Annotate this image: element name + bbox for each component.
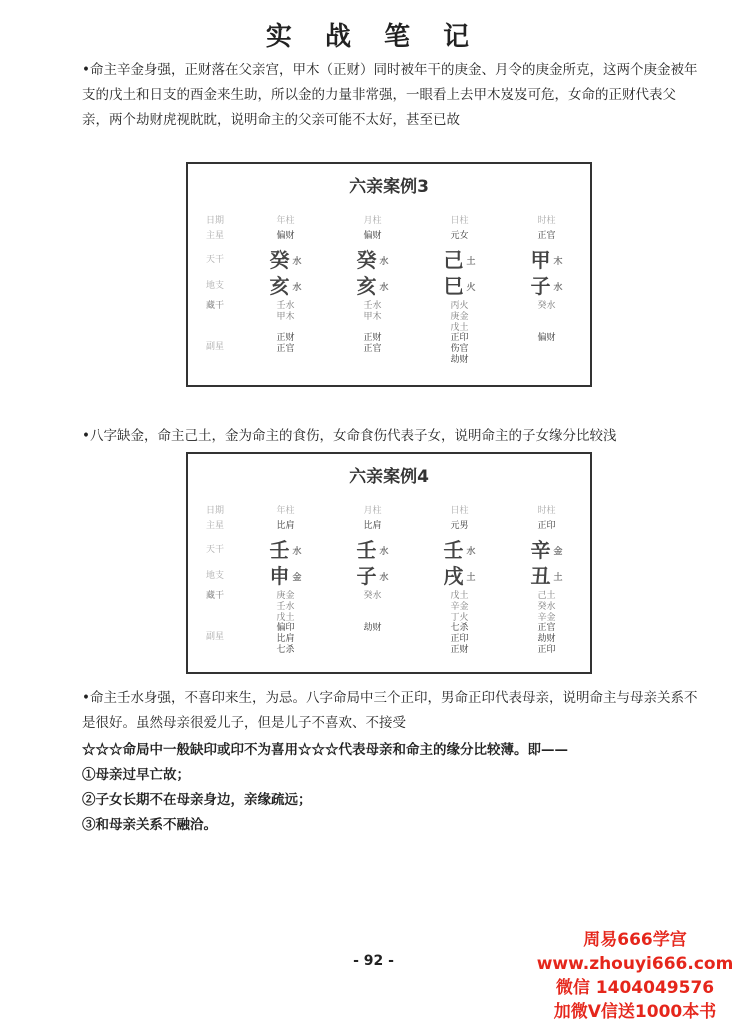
branch-cell: [416, 273, 503, 301]
main-star-cell: 偏财: [363, 231, 382, 241]
case-title: 六亲案例3: [349, 177, 429, 197]
branch-cell: [503, 273, 590, 301]
hidden-stem-cell: [503, 301, 590, 312]
element-icon: 土: [466, 572, 476, 583]
bazi-grid: [188, 216, 590, 373]
header-cell: 月柱: [363, 506, 382, 516]
sub-star-cell: [503, 623, 590, 656]
watermark-line: 周易666学宫: [583, 930, 687, 950]
stem-char: 壬: [269, 538, 290, 562]
sub-star: 正官: [276, 344, 295, 354]
hidden-stem-row: [188, 591, 590, 623]
hidden-stem-cell: [329, 301, 416, 323]
row-label: 地支: [205, 281, 224, 291]
sub-star: 比肩: [276, 634, 295, 644]
bazi-grid: [188, 506, 590, 663]
element-icon: 水: [379, 256, 389, 267]
sub-star: 偏印: [276, 623, 295, 633]
element-icon: 水: [292, 546, 302, 557]
paragraph-1: •命主辛金身强，正财落在父亲宫，甲木（正财）同时被年干的庚金、月令的庚金所克，这两个庚金被年支的戊土和日支的酉金来生助，所以金的力量非常强，一眼看上去甲木岌岌可危，女命的正财代表父亲，两个劫财虎视眈眈，说明命主的父亲可能不太好，甚至已故: [82, 62, 698, 128]
element-icon: 水: [292, 282, 302, 293]
case-table-3: [186, 162, 592, 387]
sub-star-cell: [503, 333, 590, 344]
element-icon: 水: [379, 572, 389, 583]
hidden-stem: 辛金: [450, 602, 469, 612]
stem-char: 辛: [530, 538, 551, 562]
row-label: 主星: [205, 521, 224, 531]
element-icon: 水: [466, 546, 476, 557]
header-cell: 年柱: [276, 216, 295, 226]
header-cell: 时柱: [537, 506, 556, 516]
main-star-cell: 偏财: [276, 231, 295, 241]
sub-star: 劫财: [450, 355, 469, 365]
hidden-stem: 戊土: [450, 323, 469, 333]
hidden-stem-cell: [242, 591, 329, 624]
header-cell: 日期: [205, 506, 224, 516]
case-table-4: [186, 452, 592, 674]
hidden-stem-cell: [242, 301, 329, 323]
element-icon: 水: [553, 282, 563, 293]
hidden-stem: 壬水: [276, 301, 295, 311]
row-label: 天干: [205, 545, 224, 555]
hidden-stem: 癸水: [537, 602, 556, 612]
element-icon: 金: [292, 572, 302, 583]
row-label: 主星: [205, 231, 224, 241]
header-cell: 年柱: [276, 506, 295, 516]
page-title: 实 战 笔 记: [265, 22, 482, 52]
branch-cell: [329, 273, 416, 301]
header-cell: 月柱: [363, 216, 382, 226]
main-star-cell: 比肩: [276, 521, 295, 531]
sub-star-row: [188, 623, 590, 663]
branch-row: [188, 563, 590, 591]
sub-star-cell: [416, 333, 503, 366]
branch-cell: [329, 563, 416, 591]
branch-char: 戌: [443, 564, 464, 588]
main-star-cell: 元男: [450, 521, 469, 531]
hidden-stem: 甲木: [363, 312, 382, 322]
hidden-stem: 癸水: [363, 591, 382, 601]
element-icon: 水: [379, 546, 389, 557]
emphasis-line: ③和母亲关系不融洽。: [82, 817, 217, 833]
hidden-stem: 戊土: [450, 591, 469, 601]
sub-star-cell: [242, 623, 329, 656]
main-star-row: [188, 521, 590, 537]
element-icon: 土: [553, 572, 563, 583]
watermark-line: 加微V信送1000本书: [553, 1002, 717, 1022]
row-label: 地支: [205, 571, 224, 581]
emphasis-block: [82, 738, 722, 838]
header-cell: 日柱: [450, 216, 469, 226]
sub-star-cell: [329, 333, 416, 355]
element-icon: 土: [466, 256, 476, 267]
hidden-stem: 甲木: [276, 312, 295, 322]
watermark: [535, 928, 735, 1024]
row-label: 藏干: [205, 591, 224, 601]
stem-cell: [503, 247, 590, 275]
branch-char: 亥: [269, 274, 290, 298]
main-star-cell: 比肩: [363, 521, 382, 531]
stem-cell: [329, 537, 416, 565]
hidden-stem: 壬水: [276, 602, 295, 612]
element-icon: 木: [553, 256, 563, 267]
stem-char: 壬: [443, 538, 464, 562]
header-cell: 日期: [205, 216, 224, 226]
branch-row: [188, 273, 590, 301]
element-icon: 火: [466, 282, 476, 293]
sub-star-cell: [329, 623, 416, 634]
hidden-stem-row: [188, 301, 590, 333]
branch-cell: [242, 563, 329, 591]
hidden-stem-cell: [329, 591, 416, 602]
sub-star: 正印: [450, 634, 469, 644]
stem-row: [188, 247, 590, 273]
sub-star: 劫财: [537, 634, 556, 644]
stem-char: 癸: [356, 248, 377, 272]
stem-char: 壬: [356, 538, 377, 562]
main-star-cell: 正官: [537, 231, 556, 241]
emphasis-line: ☆☆☆命局中一般缺印或印不为喜用☆☆☆代表母亲和命主的缘分比较薄。即——: [82, 742, 568, 758]
hidden-stem: 庚金: [450, 312, 469, 322]
sub-star: 偏财: [537, 333, 556, 343]
element-icon: 金: [553, 546, 563, 557]
sub-star: 劫财: [363, 623, 382, 633]
sub-star: 伤官: [450, 344, 469, 354]
watermark-line: www.zhouyi666.com: [536, 954, 734, 974]
header-row: [188, 506, 590, 521]
branch-cell: [503, 563, 590, 591]
hidden-stem-cell: [416, 591, 503, 624]
hidden-stem-cell: [416, 301, 503, 334]
case-title: 六亲案例4: [349, 467, 429, 487]
watermark-line: 微信 1404049576: [555, 978, 715, 998]
branch-char: 子: [356, 564, 377, 588]
hidden-stem: 辛金: [537, 613, 556, 623]
element-icon: 水: [292, 256, 302, 267]
row-label: 藏干: [205, 301, 224, 311]
main-star-cell: 元女: [450, 231, 469, 241]
header-cell: 时柱: [537, 216, 556, 226]
sub-star: 七杀: [450, 623, 469, 633]
hidden-stem: 己土: [537, 591, 556, 601]
sub-star: 正财: [363, 333, 382, 343]
stem-char: 癸: [269, 248, 290, 272]
paragraph-2: •八字缺金，命主己土，金为命主的食伤，女命食伤代表子女，说明命主的子女缘分比较浅: [82, 428, 617, 444]
hidden-stem-cell: [503, 591, 590, 624]
stem-cell: [329, 247, 416, 275]
branch-cell: [242, 273, 329, 301]
hidden-stem: 戊土: [276, 613, 295, 623]
hidden-stem: 壬水: [363, 301, 382, 311]
branch-char: 亥: [356, 274, 377, 298]
header-row: [188, 216, 590, 231]
stem-row: [188, 537, 590, 563]
stem-cell: [242, 247, 329, 275]
header-cell: 日柱: [450, 506, 469, 516]
sub-star: 七杀: [276, 645, 295, 655]
sub-star: 正财: [276, 333, 295, 343]
branch-char: 丑: [530, 564, 551, 588]
hidden-stem: 庚金: [276, 591, 295, 601]
hidden-stem: 癸水: [537, 301, 556, 311]
row-label: 天干: [205, 255, 224, 265]
sub-star-cell: [242, 333, 329, 355]
row-label: 副星: [205, 342, 224, 352]
stem-char: 己: [443, 248, 464, 272]
page-number: - 92 -: [353, 953, 394, 969]
branch-char: 巳: [443, 274, 464, 298]
sub-star-cell: [416, 623, 503, 656]
emphasis-line: ②子女长期不在母亲身边，亲缘疏远；: [82, 792, 312, 808]
hidden-stem: 丙火: [450, 301, 469, 311]
main-star-cell: 正印: [537, 521, 556, 531]
sub-star: 正印: [450, 333, 469, 343]
stem-cell: [416, 247, 503, 275]
branch-char: 申: [269, 564, 290, 588]
stem-char: 甲: [530, 248, 551, 272]
branch-char: 子: [530, 274, 551, 298]
sub-star-row: [188, 333, 590, 373]
emphasis-line: ①母亲过早亡故；: [82, 767, 190, 783]
element-icon: 水: [379, 282, 389, 293]
sub-star: 正财: [450, 645, 469, 655]
hidden-stem: 丁火: [450, 613, 469, 623]
sub-star: 正官: [363, 344, 382, 354]
stem-cell: [416, 537, 503, 565]
stem-cell: [503, 537, 590, 565]
paragraph-3: •命主壬水身强，不喜印来生，为忌。八字命局中三个正印，男命正印代表母亲，说明命主与母亲关系不是很好。虽然母亲很爱儿子，但是儿子不喜欢、不接受: [82, 690, 698, 731]
main-star-row: [188, 231, 590, 247]
stem-cell: [242, 537, 329, 565]
sub-star: 正印: [537, 645, 556, 655]
row-label: 副星: [205, 632, 224, 642]
branch-cell: [416, 563, 503, 591]
sub-star: 正官: [537, 623, 556, 633]
